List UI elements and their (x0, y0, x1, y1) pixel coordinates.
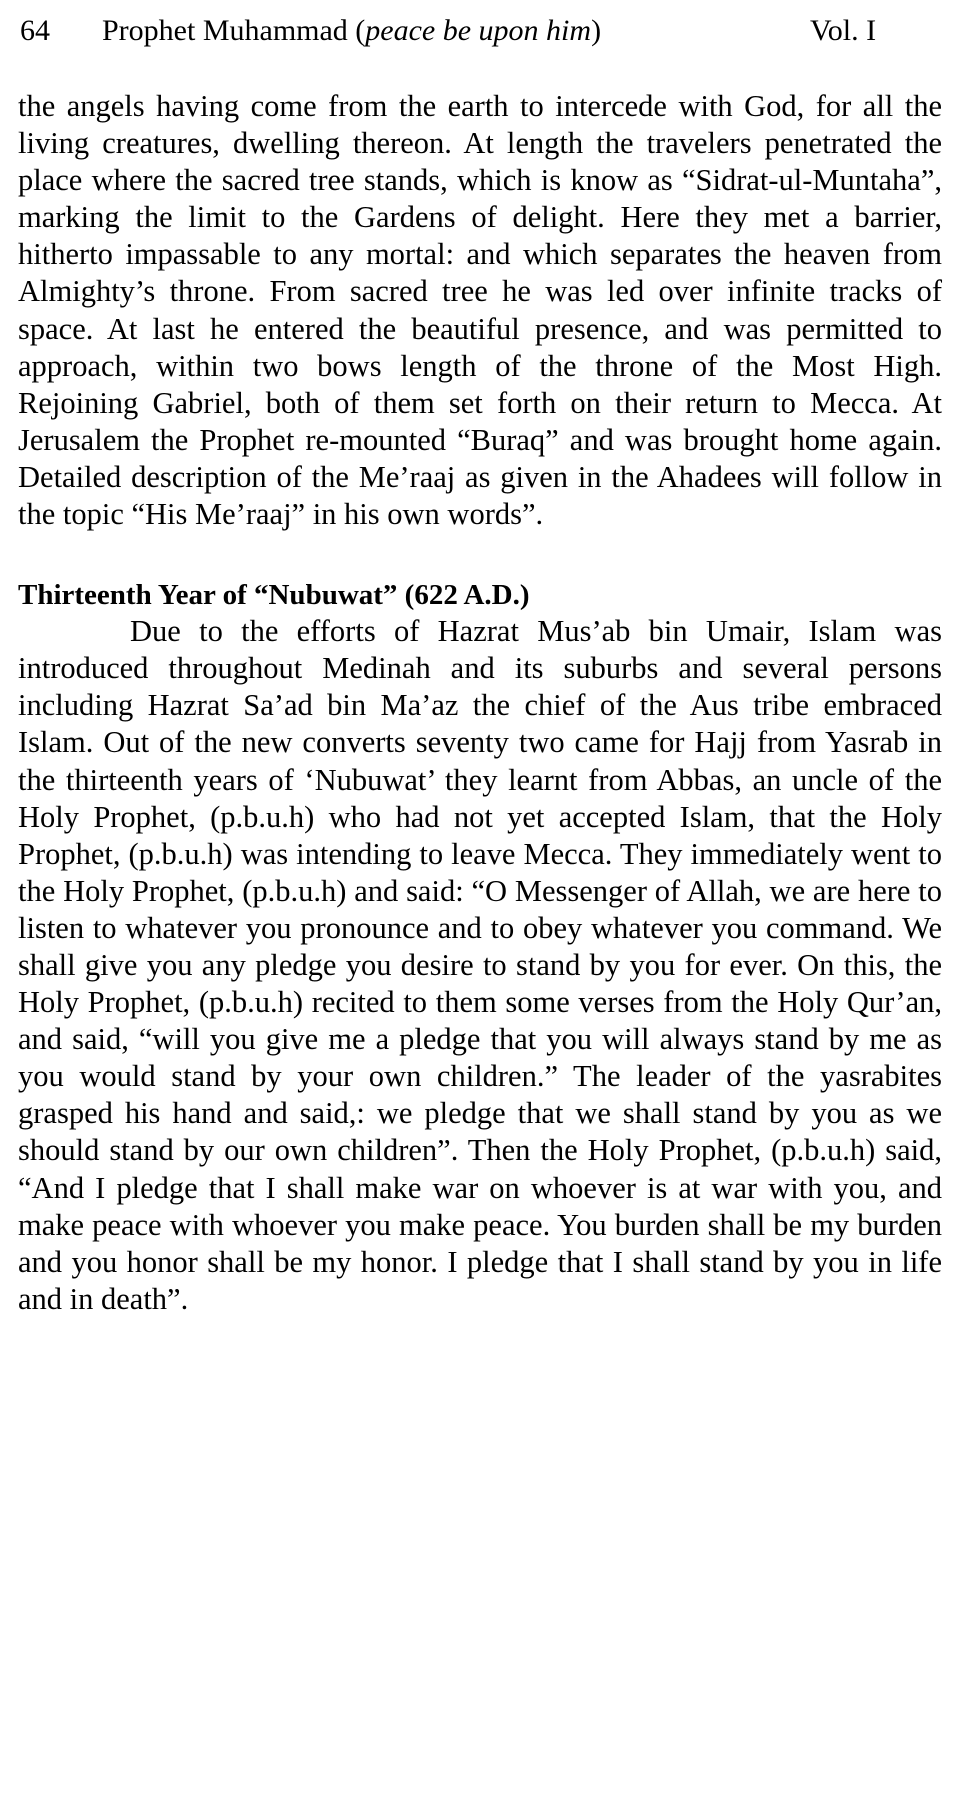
book-title (102, 16, 601, 46)
page-body (18, 88, 942, 1318)
book-title-close: ) (591, 14, 602, 47)
paragraph-continuation: the angels having come from the earth to intercede with God, for all the living creatures, dwelling thereon. At length the travelers penetrated the place where the sacred tree stands, which is know as “Sidrat-ul-Muntaha”, marking the limit to the Gardens of delight. Here they met a barrier, hitherto impassable to any mortal: and which separates the heaven from Almighty’s throne. From sacred tree he was led over infinite tracks of space. At last he entered the beautiful presence, and was permitted to approach, within two bows length of the throne of the Most High. Rejoining Gabriel, both of them set forth on their return to Mecca. At Jerusalem the Prophet re-mounted “Buraq” and was brought home again. Detailed description of the Me’raaj as given in the Ahadees will follow in the topic “His Me’raaj” in his own words”. (18, 89, 942, 532)
page-number: 64 (20, 14, 50, 47)
running-header (18, 0, 942, 56)
volume-label: Vol. I (810, 14, 877, 47)
paragraph-thirteenth-year: Due to the efforts of Hazrat Mus’ab bin Umair, Islam was introduced throughout Medinah and its suburbs and several persons including Hazrat Sa’ad bin Ma’az the chief of the Aus tribe embraced Islam. Out of the new converts seventy two came for Hajj from Yasrab in the thirteenth years of ‘Nubuwat’ they learnt from Abbas, an uncle of the Holy Prophet, (p.b.u.h) who had not yet accepted Islam, that the Holy Prophet, (p.b.u.h) was intending to leave Mecca. They immediately went to the Holy Prophet, (p.b.u.h) and said: “O Messenger of Allah, we are here to listen to whatever you pronounce and to obey whatever you command. We shall give you any pledge you desire to stand by you for ever. On this, the Holy Prophet, (p.b.u.h) recited to them some verses from the Holy Qur’an, and said, “will you give me a pledge that you will always stand by me as you would stand by your own children.” The leader of the yasrabites grasped his hand and said,: we pledge that we shall stand by you as we should stand by our own children”. Then the Holy Prophet, (p.b.u.h) said, “And I pledge that I shall make war on whoever is at war with you, and make peace with whoever you make peace. You burden shall be my burden and you honor shall be my honor. I pledge that I shall stand by you in life and in death”. (18, 614, 942, 1316)
book-title-italic: peace be upon him (365, 14, 592, 47)
book-title-main: Prophet Muhammad ( (102, 14, 366, 47)
book-page (18, 0, 942, 1318)
section-heading: Thirteenth Year of “Nubuwat” (622 A.D.) (18, 579, 530, 612)
